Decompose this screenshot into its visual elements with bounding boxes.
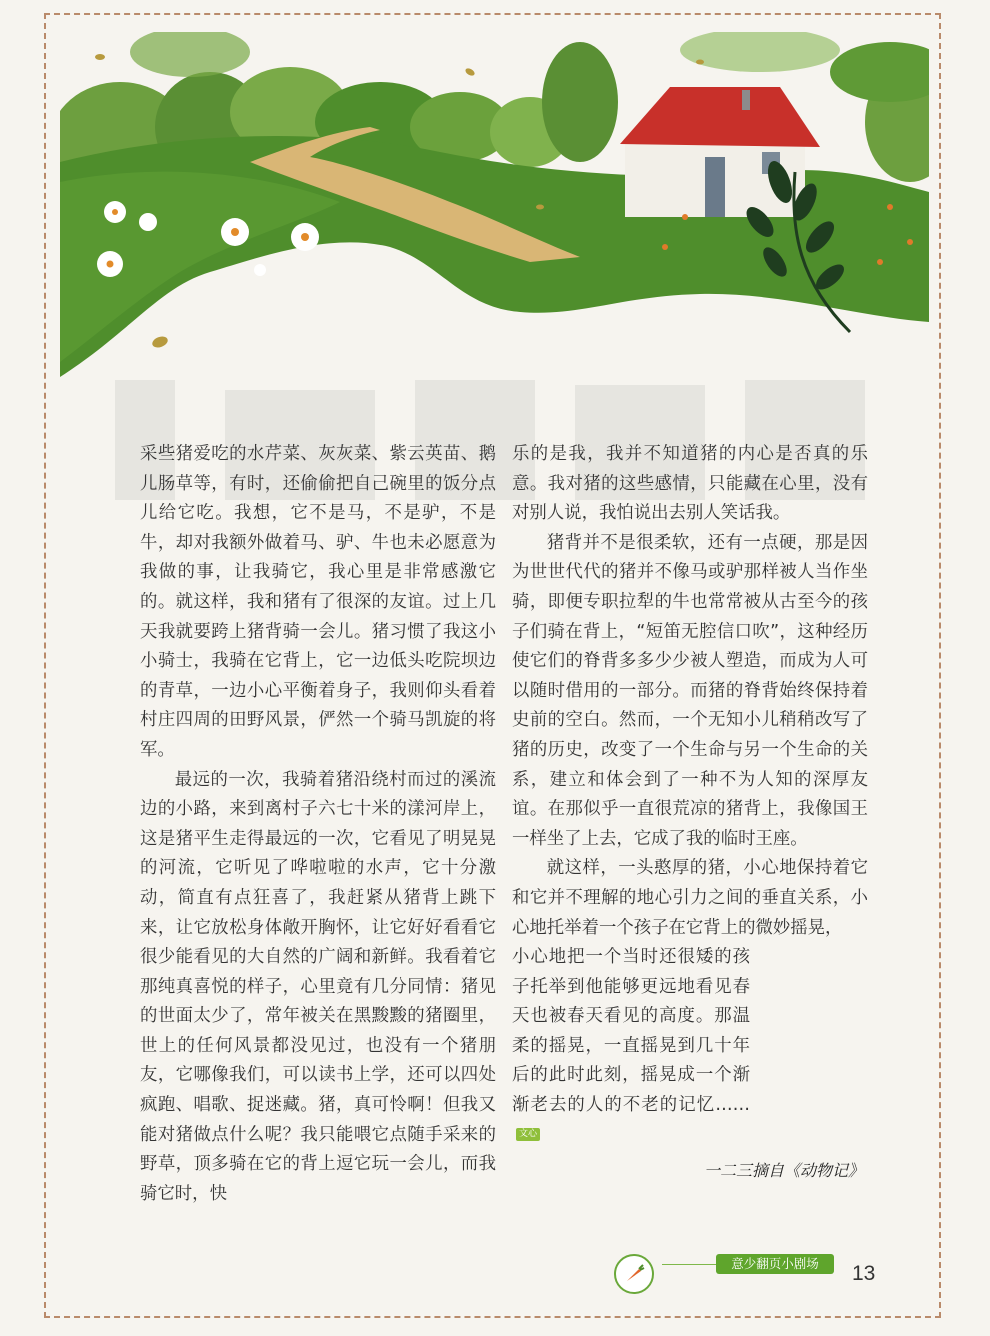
section-label: 意少翻页小剧场 [716, 1254, 834, 1274]
carrot-icon [612, 1252, 656, 1296]
paragraph: 乐的是我，我并不知道猪的内心是否真的乐意。我对猪的这些感情，只能藏在心里，没有对别人说，我怕说出去别人笑话我。 [512, 444, 868, 524]
page-number: 13 [852, 1262, 876, 1285]
article-source: 一二三摘自《动物记》 [703, 1161, 864, 1180]
footer-divider [662, 1264, 722, 1265]
paragraph-text: 小心地把一个当时还很矮的孩子托举到他能够更远地看见春天也被春天看见的高度。那温柔的摇晃，一直摇晃到几十年后的此时此刻，摇晃成一个渐渐老去的人的不老的记忆…… [512, 947, 750, 1116]
end-mark: 文心 [516, 1128, 540, 1141]
paragraph: 就这样，一头憨厚的猪，小心地保持着它和它并不理解的地心引力之间的垂直关系，小心地托举着一个孩子在它背上的微妙摇晃， [512, 858, 868, 938]
paragraph: 最远的一次，我骑着猪沿绕村而过的溪流边的小路，来到离村子六七十米的漾河岸上，这是猪平生走得最远的一次，它看见了明晃晃的河流，它听见了哗啦啦的水声，它十分激动，简直有点狂喜了，我赶紧从猪背上跳下来，让它放松身体敞开胸怀，让它好好看看它很少能看见的大自然的广阔和新鲜。我看着它那纯真喜悦的样子，心里竟有几分同情：猪见的世面太少了，常年被关在黑黢黢的猪圈里，世上的任何风景都没见过，也没有一个猪朋友，它哪像我们，可以读书上学，还可以四处疯跑、唱歌、捉迷藏。猪，真可怜啊！但我又能对猪做点什么呢？我只能喂它点随手采来的野草，顶多骑在它的背上逗它玩一会儿，而我骑它时，快 [140, 769, 496, 1204]
article-left-column [140, 440, 496, 1209]
paragraph: 猪背并不是很柔软，还有一点硬，那是因为世世代代的猪并不像马或驴那样被人当作坐骑，即便专职拉犁的牛也常常被从古至今的孩子们骑在背上，“短笛无腔信口吹”，这种经历使它们的脊背多多少少被人塑造，而成为人可以随时借用的一部分。而猪的脊背始终保持着史前的空白。然而，一个无知小儿稍稍改写了猪的历史，改变了一个生命与另一个生命的关系，建立和体会到了一种不为人知的深厚友谊。在那似乎一直很荒凉的猪背上，我像国王一样坐了上去，它成了我的临时王座。 [512, 532, 868, 849]
landscape-illustration [60, 32, 929, 377]
paragraph: 采些猪爱吃的水芹菜、灰灰菜、紫云英苗、鹅儿肠草等，有时，还偷偷把自己碗里的饭分点儿给它吃。我想，它不是马，不是驴，不是牛，却对我额外做着马、驴、牛也未必愿意为我做的事，让我骑它，我心里是非常感激它的。就这样，我和猪有了很深的友谊。过上几天我就要跨上猪背骑一会儿。猪习惯了我这小小骑士，我骑在它背上，它一边低头吃院坝边的青草，一边小心平衡着身子，我则仰头看着村庄四周的田野风景，俨然一个骑马凯旋的将军。 [140, 444, 496, 760]
paragraph-continued [512, 943, 750, 1150]
article-right-column [512, 440, 868, 1150]
